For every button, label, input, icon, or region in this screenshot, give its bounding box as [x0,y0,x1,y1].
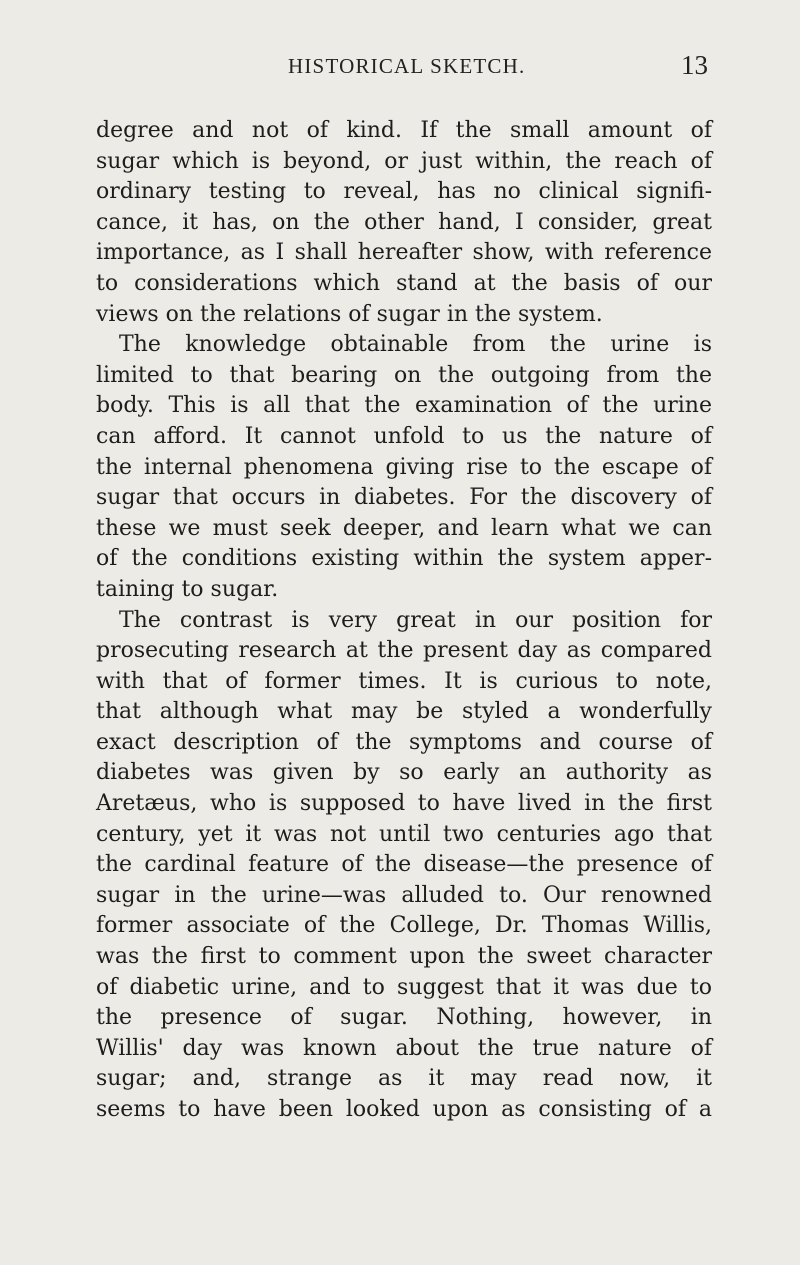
text-line: can afford. It cannot unfold to us the nature of [96,423,712,449]
text-line: sugar that occurs in diabetes. For the discovery of [96,485,712,511]
text-line: to considerations which stand at the basis of our [96,270,712,296]
text-line: diabetes was given by so early an authority as [96,760,712,786]
text-line: limited to that bearing on the outgoing from the [96,362,712,388]
text-line: seems to have been looked upon as consisting of a [96,1097,712,1122]
text-line: degree and not of kind. If the small amount of [96,118,712,143]
text-line: Aretæus, who is supposed to have lived in the first [96,791,712,817]
text-line: the internal phenomena giving rise to the escape of [96,454,712,480]
text-line: with that of former times. It is curious to note, [96,668,712,694]
text-line: of the conditions existing within the system apper- [96,546,712,572]
text-line: sugar which is beyond, or just within, the reach of [96,148,712,174]
text-line: The knowledge obtainable from the urine is [119,332,712,358]
text-line: century, yet it was not until two centuries ago that [96,821,712,847]
text-line: former associate of the College, Dr. Thomas Willis, [96,913,712,939]
text-line: taining to sugar. [96,576,279,602]
text-line: was the first to comment upon the sweet character [96,944,712,970]
text-line: exact description of the symptoms and course of [96,729,712,755]
running-header [0,50,800,94]
text-line: body. This is all that the examination of the urine [96,393,712,419]
text-line: of diabetic urine, and to suggest that it was due to [96,974,712,1000]
text-line: prosecuting research at the present day as compared [96,638,712,664]
page-number: 13 [681,50,708,80]
text-line: ordinary testing to reveal, has no clinical signifi- [96,179,712,205]
text-line: the cardinal feature of the disease—the presence of [96,852,712,878]
text-line: these we must seek deeper, and learn what we can [96,515,712,541]
running-header-title: HISTORICAL SKETCH. [288,54,526,78]
text-line: The contrast is very great in our position for [119,607,712,633]
text-line: the presence of sugar. Nothing, however, in [96,1005,712,1031]
text-line: that although what may be styled a wonderfully [96,699,712,725]
text-line: sugar; and, strange as it may read now, it [96,1066,712,1092]
body-text [96,116,712,1126]
text-line: importance, as I shall hereafter show, with reference [96,240,712,266]
text-line: cance, it has, on the other hand, I consider, great [96,209,712,235]
text-line: sugar in the urine—was alluded to. Our renowned [96,882,712,908]
text-line: Willis' day was known about the true nature of [96,1035,712,1061]
text-line: views on the relations of sugar in the system. [96,301,603,327]
